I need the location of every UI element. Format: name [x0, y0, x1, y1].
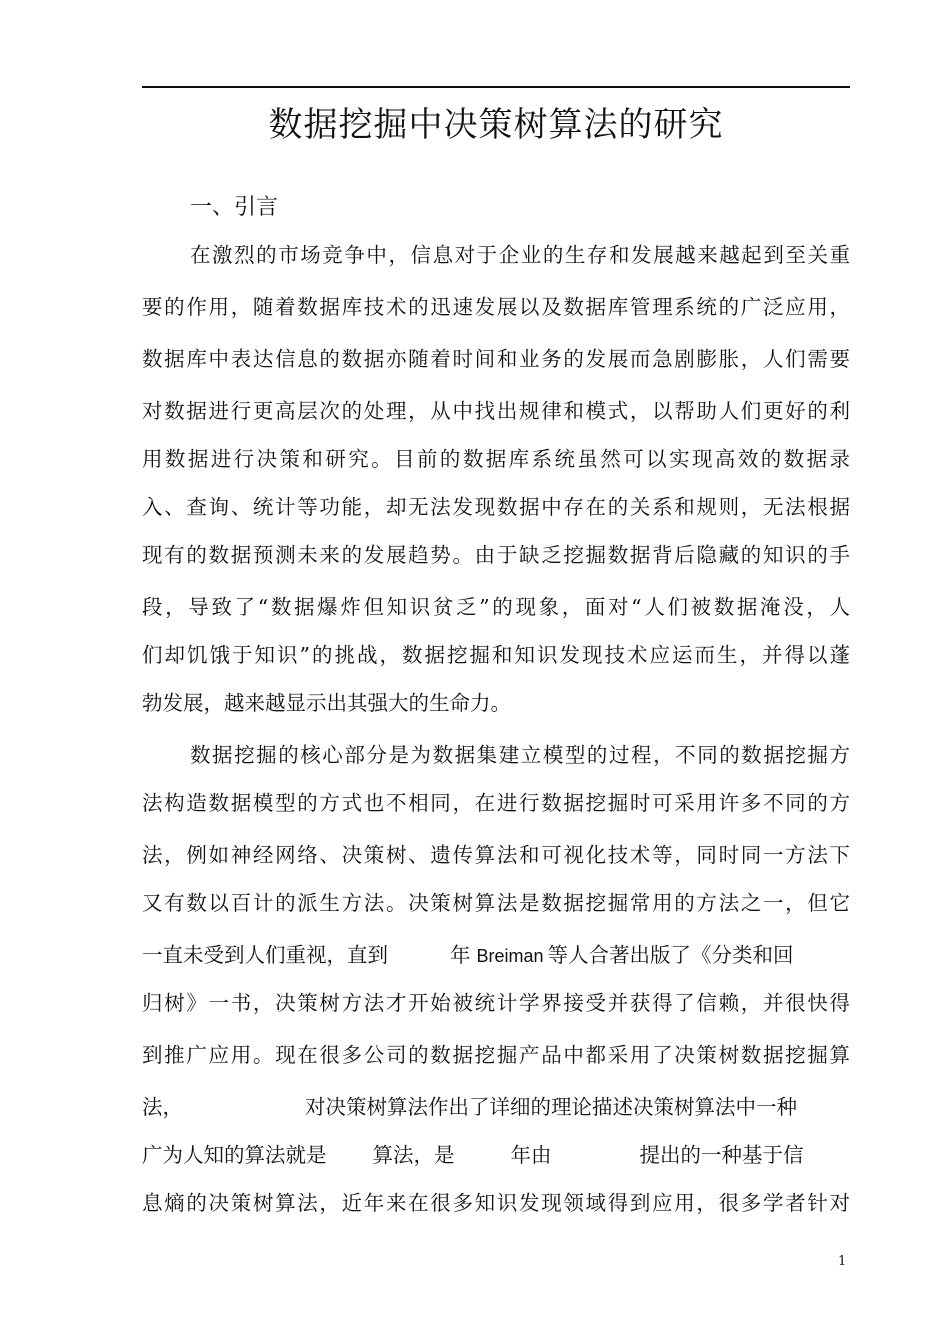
paragraph-line: 对数据进行更高层次的处理，从中找出规律和模式，以帮助人们更好的利 [142, 399, 850, 423]
paragraph-line: 用数据进行决策和研究。目前的数据库系统虽然可以实现高效的数据录 [142, 447, 850, 471]
paragraph-line: 数据挖掘的核心部分是为数据集建立模型的过程，不同的数据挖掘方 [190, 743, 850, 767]
text-run: 一直未受到人们重视，直到 [142, 943, 388, 967]
paragraph-line: 段，导致了“数据爆炸但知识贫乏”的现象，面对“人们被数据淹没，人 [142, 595, 850, 619]
text-run: 算法，是 [372, 1143, 455, 1167]
section-heading: 一、引言 [190, 195, 279, 220]
paragraph-line: 到推广应用。现在很多公司的数据挖掘产品中都采用了决策树数据挖掘算 [142, 1043, 850, 1067]
paragraph-line: 又有数以百计的派生方法。决策树算法是数据挖掘常用的方法之一，但它 [142, 891, 850, 915]
paragraph-line: 在激烈的市场竞争中，信息对于企业的生存和发展越来越起到至关重 [190, 243, 850, 267]
page-number: 1 [838, 1254, 847, 1269]
paragraph-line [142, 1092, 850, 1122]
text-run: 广为人知的算法就是 [142, 1143, 327, 1167]
text-run: 提出的一种基于信 [639, 1143, 804, 1167]
paragraph-line: 归树》一书，决策树方法才开始被统计学界接受并获得了信赖，并很快得 [142, 991, 850, 1015]
author-name: Breiman [476, 946, 544, 966]
text-run: 法， [142, 1095, 183, 1119]
text-run: 年 [450, 943, 471, 967]
paragraph-line: 现有的数据预测未来的发展趋势。由于缺乏挖掘数据背后隐藏的知识的手 [142, 543, 850, 567]
paragraph-line: 法，例如神经网络、决策树、遗传算法和可视化技术等，同时同一方法下 [142, 843, 850, 867]
paragraph-line: 们却饥饿于知识”的挑战，数据挖掘和知识发现技术应运而生，并得以蓬 [142, 643, 850, 667]
paragraph-line [142, 940, 850, 971]
paragraph-line: 数据库中表达信息的数据亦随着时间和业务的发展而急剧膨胀，人们需要 [142, 347, 850, 371]
text-run: 年由 [510, 1143, 552, 1167]
paragraph-line: 息熵的决策树算法，近年来在很多知识发现领域得到应用，很多学者针对 [142, 1191, 850, 1215]
text-run: 等人合著出版了《分类和回 [547, 943, 794, 967]
header-rule [142, 86, 850, 88]
paragraph-line: 要的作用，随着数据库技术的迅速发展以及数据库管理系统的广泛应用， [142, 295, 850, 319]
paragraph-line [142, 1140, 850, 1170]
document-title: 数据挖掘中决策树算法的研究 [268, 105, 724, 145]
paragraph-line: 入、查询、统计等功能，却无法发现数据中存在的关系和规则，无法根据 [142, 495, 850, 519]
paragraph-line: 法构造数据模型的方式也不相同，在进行数据挖掘时可采用许多不同的方 [142, 791, 850, 815]
paragraph-line: 勃发展，越来越显示出其强大的生命力。 [142, 691, 511, 715]
text-run: 对决策树算法作出了详细的理论描述决策树算法中一种 [305, 1095, 797, 1119]
